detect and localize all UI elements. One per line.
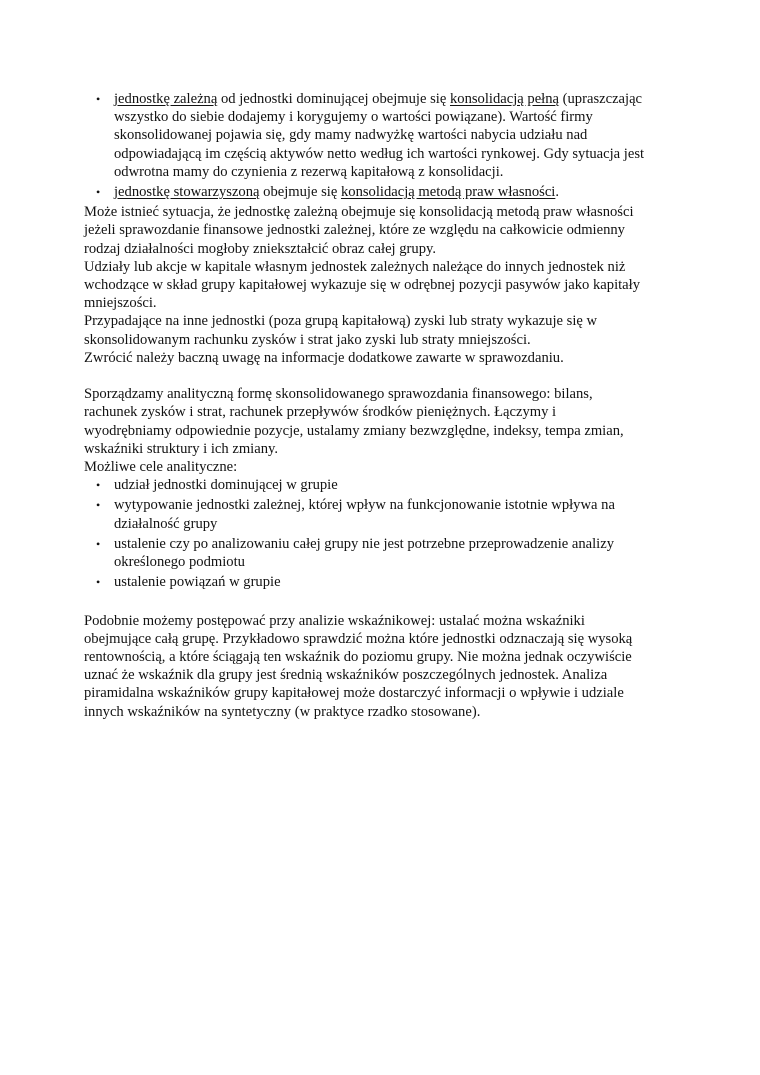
paragraph	[84, 458, 684, 476]
text-line	[114, 108, 684, 126]
paragraph	[84, 203, 684, 258]
text-lines	[114, 476, 684, 494]
paragraph	[84, 312, 684, 348]
text-line	[114, 496, 684, 514]
text-segment: uznać że wskaźnik dla grupy jest średnią wskaźników poszczególnych jednostek. Analiza	[84, 667, 608, 684]
text-line	[84, 294, 684, 312]
text-segment: piramidalna wskaźników grupy kapitałowej może dostarczyć informacji o wpływie i udziale	[84, 685, 624, 702]
text-segment: wskaźniki struktury i ich zmiany.	[84, 440, 279, 457]
text-line	[84, 422, 684, 440]
text-segment: wszystko do siebie dodajemy i korygujemy o wartości powiązane). Wartość firmy	[114, 109, 593, 126]
text-line	[84, 312, 684, 330]
bullet-item	[84, 183, 684, 201]
text-line	[84, 331, 684, 349]
bullet-icon: •	[96, 185, 101, 200]
text-line	[84, 458, 684, 476]
paragraph	[84, 258, 684, 313]
text-segment: mniejszości.	[84, 295, 157, 312]
text-segment: wytypowanie jednostki zależnej, której wpływ na funkcjonowanie istotnie wpływa na	[114, 497, 615, 514]
blank-line	[84, 593, 684, 611]
bullet-item	[84, 496, 684, 532]
text-segment: rentownością, a które ściągają ten wskaźnik do poziomu grupy. Nie można jednak oczywiście	[84, 649, 632, 666]
text-segment: Udziały lub akcje w kapitale własnym jednostek zależnych należące do innych jednostek niż	[84, 258, 626, 275]
paragraph	[84, 349, 684, 367]
text-segment: ustalenie czy po analizowaniu całej grupy nie jest potrzebne przeprowadzenie analizy	[114, 535, 615, 552]
bullet-item	[84, 535, 684, 571]
text-line	[84, 258, 684, 276]
text-lines	[84, 458, 684, 476]
bullet-icon: •	[96, 498, 101, 513]
text-line	[84, 684, 684, 702]
text-segment: Przypadające na inne jednostki (poza grupą kapitałową) zyski lub straty wykazuje się w	[84, 313, 598, 330]
paragraph	[84, 612, 684, 721]
text-segment: skonsolidowanej pojawia się, gdy mamy nadwyżkę wartości nabycia udziału nad	[114, 127, 588, 144]
bullet-icon: •	[96, 536, 101, 551]
text-segment: określonego podmiotu	[114, 554, 245, 571]
text-segment: Może istnieć sytuacja, że jednostkę zależną obejmuje się konsolidacją metodą praw własności	[84, 204, 634, 221]
text-segment: ustalenie powiązań w grupie	[114, 574, 281, 591]
text-segment: innych wskaźników na syntetyczny (w praktyce rzadko stosowane).	[84, 703, 481, 720]
text-line	[84, 385, 684, 403]
text-line	[114, 126, 684, 144]
text-segment: Podobnie możemy postępować przy analizie wskaźnikowej: ustalać można wskaźniki	[84, 612, 585, 629]
underlined-text: konsolidacją pełną	[449, 91, 559, 107]
bullet-item	[84, 90, 684, 181]
text-lines	[84, 203, 684, 258]
text-line	[114, 476, 684, 494]
text-line	[114, 553, 684, 571]
text-segment: odwrotna mamy do czynienia z rezerwą kapitałową z konsolidacji.	[114, 163, 504, 180]
text-lines	[114, 573, 684, 591]
text-segment: Możliwe cele analityczne:	[84, 459, 238, 476]
underlined-text: jednostkę zależną	[114, 91, 218, 107]
text-segment: wyodrębniamy odpowiednie pozycje, ustalamy zmiany bezwzględne, indeksy, tempa zmian,	[84, 422, 624, 439]
text-lines	[114, 90, 684, 181]
text-lines	[114, 496, 684, 532]
text-line	[84, 240, 684, 258]
text-line	[114, 535, 684, 553]
text-segment: .	[555, 184, 560, 201]
text-line	[114, 183, 684, 201]
text-segment: rodzaj działalności mogłoby zniekształcić obraz całej grupy.	[84, 240, 436, 257]
text-line	[84, 666, 684, 684]
text-lines	[114, 535, 684, 571]
underlined-text: jednostkę stowarzyszoną	[114, 184, 260, 201]
text-lines	[84, 312, 684, 348]
text-line	[84, 648, 684, 666]
paragraph	[84, 385, 684, 458]
bullet-item	[84, 476, 684, 494]
text-segment: Zwrócić należy baczną uwagę na informacje dodatkowe zawarte w sprawozdaniu.	[84, 349, 564, 366]
text-line	[114, 573, 684, 591]
text-lines	[84, 385, 684, 458]
text-segment: działalność grupy	[114, 515, 218, 532]
text-segment: od jednostki dominującej obejmuje się	[217, 91, 450, 107]
text-segment: odpowiadającą im częścią aktywów netto według ich wartości rynkowej. Gdy sytuacja jest	[114, 145, 645, 162]
text-line	[114, 90, 684, 108]
text-line	[114, 515, 684, 533]
text-segment: rachunek zysków i strat, rachunek przepływów środków pieniężnych. Łączymy i	[84, 404, 557, 421]
document-body	[84, 90, 684, 721]
bullet-icon: •	[96, 575, 101, 590]
text-line	[84, 403, 684, 421]
text-line	[84, 349, 684, 367]
text-lines	[114, 183, 684, 201]
text-lines	[84, 349, 684, 367]
text-segment: jeżeli sprawozdanie finansowe jednostki zależnej, które ze względu na całkowicie odmienny	[84, 222, 625, 239]
text-lines	[84, 612, 684, 721]
text-segment: Sporządzamy analityczną formę skonsolidowanego sprawozdania finansowego: bilans,	[84, 386, 593, 403]
text-segment: obejmuje się	[259, 184, 341, 201]
text-line	[84, 276, 684, 294]
text-line	[84, 203, 684, 221]
text-segment: wchodzące w skład grupy kapitałowej wykazuje się w odrębnej pozycji pasywów jako kapitały	[84, 277, 641, 294]
underlined-text: konsolidacją metodą praw własności	[340, 184, 556, 201]
text-segment: skonsolidowanym rachunku zysków i strat jako zyski lub straty mniejszości.	[84, 331, 531, 348]
text-line	[84, 703, 684, 721]
text-line	[114, 163, 684, 181]
text-line	[114, 145, 684, 163]
text-lines	[84, 258, 684, 313]
text-line	[84, 221, 684, 239]
blank-line	[84, 367, 684, 385]
text-line	[84, 630, 684, 648]
text-line	[84, 440, 684, 458]
bullet-icon: •	[96, 92, 101, 106]
text-segment: (upraszczając	[559, 91, 643, 107]
bullet-icon: •	[96, 478, 101, 493]
bullet-item	[84, 573, 684, 591]
text-segment: obejmujące całą grupę. Przykładowo sprawdzić można które jednostki odznaczają się wysoką	[84, 630, 633, 647]
text-line	[84, 612, 684, 630]
text-segment: udział jednostki dominującej w grupie	[114, 477, 338, 494]
